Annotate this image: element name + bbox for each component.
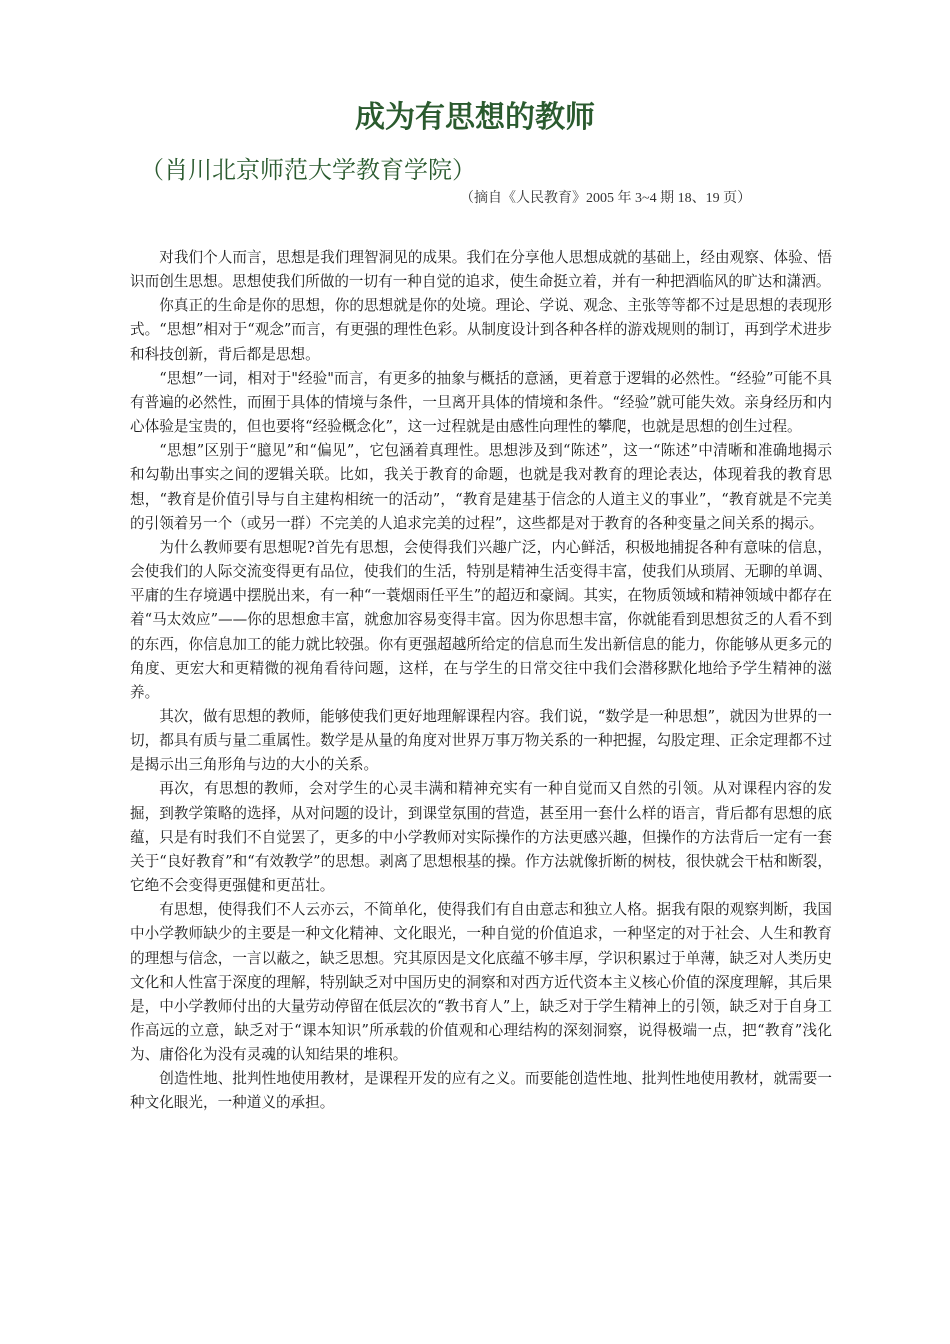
article-body [130, 246, 832, 1116]
paragraph: 为什么教师要有思想呢?首先有思想，会使得我们兴趣广泛，内心鲜活，积极地捕捉各种有意味的信息，会使我们的人际交流变得更有品位，使我们的生活，特别是精神生活变得丰富，使我们从琐屑、无聊的单调、平庸的生存境遇中摆脱出来，有一种“一蓑烟雨任平生”的超迈和豪阔。其实，在物质领域和精神领域中都存在着“马太效应”——你的思想愈丰富，就愈加容易变得丰富。因为你思想丰富，你就能看到思想贫乏的人看不到的东西，你信息加工的能力就比较强。你有更强超越所给定的信息而生发出新信息的能力，你能够从更多元的角度、更宏大和更精微的视角看待问题，这样，在与学生的日常交往中我们会潜移默化地给予学生精神的滋养。 [130, 538, 832, 701]
paragraph: 有思想，使得我们不人云亦云，不简单化，使得我们有自由意志和独立人格。据我有限的观察判断，我国中小学教师缺少的主要是一种文化精神、文化眼光，一种自觉的价值追求，一种坚定的对于社会、人生和教育的理想与信念，一言以蔽之，缺乏思想。究其原因是文化底蕴不够丰厚，学识积累过于单薄，缺乏对人类历史文化和人性富于深度的理解，特别缺乏对中国历史的洞察和对西方近代资本主义核心价值的深度理解，其后果是，中小学教师付出的大量劳动停留在低层次的“教书育人”上，缺乏对于学生精神上的引领，缺乏对于自身工作高远的立意，缺乏对于“课本知识”所承载的价值观和心理结构的深刻洞察，说得极端一点，把“教育”浅化为、庸俗化为没有灵魂的认知结果的堆积。 [130, 901, 832, 1064]
page-title: 成为有思想的教师 [355, 100, 595, 135]
source-citation: （摘自《人民教育》2005 年 3~4 期 18、19 页） [460, 191, 752, 206]
paragraph: 创造性地、批判性地使用教材，是课程开发的应有之义。而要能创造性地、批判性地使用教材，就需要一种文化眼光，一种道义的承担。 [130, 1070, 832, 1112]
author-line: （肖川北京师范大学教育学院） [140, 156, 476, 184]
paragraph: 你真正的生命是你的思想，你的思想就是你的处境。理论、学说、观念、主张等等都不过是思想的表现形式。“思想”相对于“观念”而言，有更强的理性色彩。从制度设计到各种各样的游戏规则的制订，再到学术进步和科技创新，背后都是思想。 [130, 297, 832, 363]
paragraph: 其次，做有思想的教师，能够使我们更好地理解课程内容。我们说，“数学是一种思想”，就因为世界的一切，都具有质与量二重属性。数学是从量的角度对世界万事万物关系的一种把握，勾股定理、正余定理都不过是揭示出三角形角与边的大小的关系。 [130, 707, 832, 774]
paragraph: “思想”一词，相对于"经验"而言，有更多的抽象与概括的意涵，更着意于逻辑的必然性。“经验”可能不具有普遍的必然性，而囿于具体的情境与条件，一旦离开具体的情境和条件。“经验”就可能失效。亲身经历和内心体验是宝贵的，但也要将“经验概念化”，这一过程就是由感性向理性的攀爬，也就是思想的创生过程。 [130, 369, 832, 436]
paragraph: 再次，有思想的教师，会对学生的心灵丰满和精神充实有一种自觉而又自然的引领。从对课程内容的发掘，到教学策略的选择，从对问题的设计，到课堂氛围的营造，甚至用一套什么样的语言，背后都有思想的底蕴，只是有时我们不自觉罢了，更多的中小学教师对实际操作的方法更感兴趣，但操作的方法背后一定有一套关于“良好教育”和“有效教学”的思想。剥离了思想根基的操。作方法就像折断的树枝，很快就会干枯和断裂，它绝不会变得更强健和更茁壮。 [130, 780, 832, 895]
paragraph: 对我们个人而言，思想是我们理智洞见的成果。我们在分享他人思想成就的基础上，经由观察、体验、悟识而创生思想。思想使我们所做的一切有一种自觉的追求，使生命挺立着，并有一种把酒临风的旷达和潇洒。 [130, 249, 832, 291]
paragraph: “思想”区别于“臆见”和“偏见”，它包涵着真理性。思想涉及到“陈述”，这一“陈述”中清晰和准确地揭示和勾勒出事实之间的逻辑关联。比如，我关于教育的命题，也就是我对教育的理论表达，体现着我的教育思想，“教育是价值引导与自主建构相统一的活动”，“教育是建基于信念的人道主义的事业”，“教育就是不完美的引领着另一个（或另一群）不完美的人追求完美的过程”，这些都是对于教育的各种变量之间关系的揭示。 [130, 442, 832, 532]
